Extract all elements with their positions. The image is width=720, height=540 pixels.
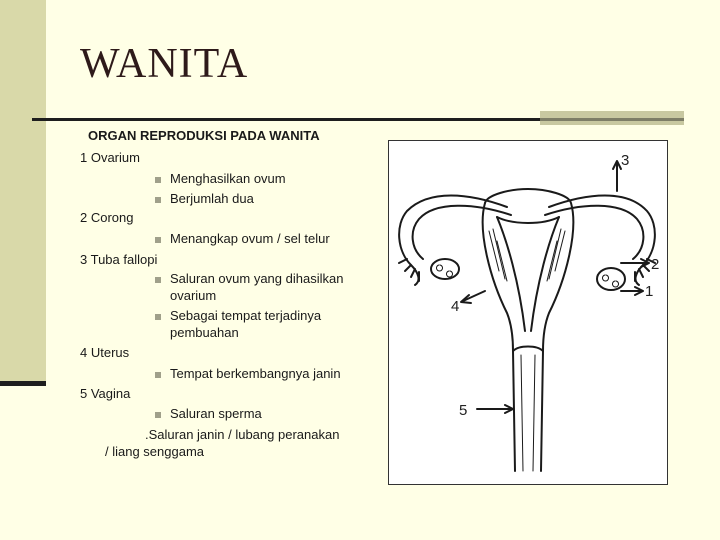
diagram-label-1: 1 [645, 283, 654, 300]
section-tuba-bullet-1: Saluran ovum yang dihasilkan [170, 271, 344, 286]
reproductive-organ-diagram [388, 140, 668, 485]
uterus-left-wall [483, 203, 513, 351]
section-tuba-bullet-2: Sebagai tempat terjadinya [170, 308, 322, 323]
section-vagina-bullet-2-cont: / liang senggama [105, 444, 205, 459]
diagram-label-4: 4 [451, 298, 460, 315]
section-ovarium-bullet-2: Berjumlah dua [170, 191, 254, 206]
section-corong-bullet-1: Menangkap ovum / sel telur [170, 231, 330, 246]
section-vagina-bullet-1: Saluran sperma [170, 406, 262, 421]
section-ovarium-bullet-1: Menghasilkan ovum [170, 171, 286, 186]
left-tube-inner [413, 206, 511, 259]
section-tuba-bullet-2-cont: pembuahan [170, 325, 239, 340]
bullet-marker [155, 314, 161, 320]
pointer-line-4 [463, 291, 485, 301]
section-corong-label: 2 Corong [80, 210, 134, 225]
vagina-inner [521, 355, 535, 471]
diagram-label-3: 3 [621, 152, 630, 169]
slide-subtitle: ORGAN REPRODUKSI PADA WANITA [88, 128, 320, 143]
cervix [513, 347, 543, 352]
section-vagina-bullet-2: .Saluran janin / lubang peranakan [145, 427, 340, 442]
section-uterus-label: 4 Uterus [80, 345, 130, 360]
section-tuba-bullet-1-cont: ovarium [170, 288, 217, 303]
diagram-label-2: 2 [651, 256, 660, 273]
section-uterus-bullet-1: Tempat berkembangnya janin [170, 366, 341, 381]
bullet-marker [155, 372, 161, 378]
ovary-follicles [437, 265, 619, 287]
bullet-marker [155, 197, 161, 203]
vagina-walls [513, 351, 543, 471]
title-divider-accent-line [540, 118, 684, 121]
bullet-marker [155, 412, 161, 418]
left-ovary [431, 259, 459, 279]
section-tuba-label: 3 Tuba fallopi [80, 252, 158, 267]
section-ovarium-label: 1 Ovarium [80, 150, 140, 165]
slide-title: WANITA [80, 41, 249, 87]
bullet-marker [155, 277, 161, 283]
uterus-illustration [389, 141, 667, 484]
section-vagina-label: 5 Vagina [80, 386, 131, 401]
right-ovary [597, 268, 625, 290]
bullet-marker [155, 237, 161, 243]
diagram-label-5: 5 [459, 402, 468, 419]
bullet-marker [155, 177, 161, 183]
uterine-fundus [497, 217, 559, 223]
uterus-shading [489, 229, 565, 281]
